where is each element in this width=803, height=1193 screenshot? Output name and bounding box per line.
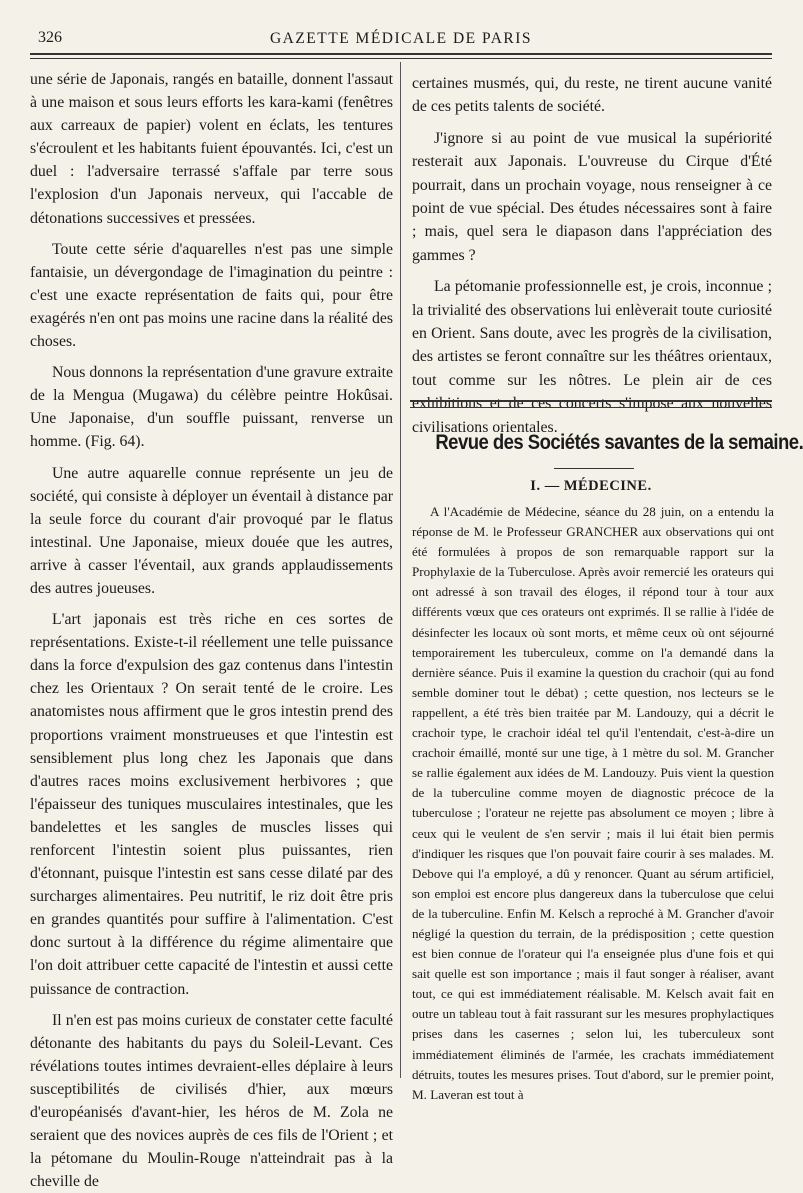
subsection-rule <box>554 468 634 469</box>
subsection-heading: I. — MÉDECINE. <box>530 478 652 494</box>
paragraph: Nous donnons la représentation d'une gravure extraite de la Mengua (Mugawa) du célèbre peintre Hokûsai. Une Japonaise, d'un souffle puissant, renverse un homme. (Fig. 64). <box>30 364 393 451</box>
section-heading: Revue des Sociétés savantes de la semaine. <box>435 430 803 454</box>
column-divider <box>400 62 401 1078</box>
paragraph: La pétomanie professionnelle est, je crois, inconnue ; la trivialité des observations lui enlèverait toute curiosité en Orient. Sans doute, avec les progrès de la civilisation, des artistes se feront connaître sur les théâtres orientaux, tout comme sur les nôtres. Le plein air de ces exhibitions et de ces concerts s'impose aux nouvelles civilisations orientales. <box>412 278 772 436</box>
journal-title: GAZETTE MÉDICALE DE PARIS <box>269 30 533 47</box>
section-rule <box>410 400 772 408</box>
paragraph: certaines musmés, qui, du reste, ne tirent aucune vanité de ces petits talents de société. <box>412 75 772 116</box>
header-rule <box>30 53 772 59</box>
paragraph: Toute cette série d'aquarelles n'est pas une simple fantaisie, un dévergondage de l'imagination du peintre : c'est une exacte représentation de faits qui, pour être exagérés n'en ont pas moins une racine dans la réalité des choses. <box>30 240 393 351</box>
page-number: 326 <box>38 29 62 46</box>
paragraph: Une autre aquarelle connue représente un jeu de société, qui consiste à déployer un éventail à distance par la seule force du courant d'air provoqué par le flatus intestinal. Une Japonaise, mieux douée que les autres, arrive à casser l'éventail, aux grands applaudissements des autres joueuses. <box>30 464 393 597</box>
right-column-top <box>412 72 772 436</box>
paragraph: A l'Académie de Médecine, séance du 28 juin, on a entendu la réponse de M. le Professeur GRANCHER aux observations qui ont été formulées à propos de son remarquable rapport sur la Prophylaxie de la Tuberculose. Après avoir remercié les orateurs qui ont adressé à son travail des éloges, il répond tour à tour aux différents vœux que ces orateurs ont exprimés. Il se rallie à l'idée de désinfecter les locaux où sont morts, et même ceux où ont séjourné temporairement les tuberculeux, comme on l'a demandé dans la dernière séance. Puis il examine la question du crachoir (qui au fond semble dominer tout le débat) ; cette question, nos lecteurs se le rappellent, a été très bien traitée par M. Landouzy, qui a décrit le crachoir type, le crachoir idéal tel qu'il l'entendait, c'est-à-dire un crachoir émaillé, monté sur une tige, à 1 mètre du sol. M. Grancher se rallie également aux idées de M. Landouzy. Puis vient la question de la tuberculine comme moyen de diagnostic précoce de la tuberculose ; l'orateur ne rejette pas absolument ce moyen ; libre à ceux qui le veulent de s'en servir ; mais il lui était bien permis d'indiquer les risques que l'on pouvait faire courir à ses malades. M. Debove qui l'a employé, a dû y renoncer. Quant au sérum artificiel, son emploi est encore plus dangereux dans la tuberculose que celui de la tuberculine. Enfin M. Kelsch a reproché à M. Grancher d'avoir négligé la question du terrain, de la prédisposition ; cette question est bien connue de l'orateur qui l'a enseignée plus d'une fois et qui sait quelle est son importance ; mais il faut songer à réaliser, avant tout, ce qui est immédiatement réalisable. M. Kelsch avait fait en outre un tableau tout à fait rassurant sur les mesures prophylactiques prises dans les casernes ; selon lui, les tuberculeux sont immédiatement éliminés de l'armée, les crachats immédiatement détruits, toutes les mesures prises. Tout d'abord, sur le premier point, M. Laveran est tout à <box>412 504 774 1102</box>
right-column-body <box>412 502 774 1102</box>
page-header <box>30 27 772 51</box>
paragraph: Il n'en est pas moins curieux de constater cette faculté détonante des habitants du pays du Soleil-Levant. Ces révélations toutes intimes devraient-elles déplaire à leurs susceptibilités de civilisés d'hier, aux mœurs d'européanisés d'avant-hier, les héros de M. Zola ne seraient que des novices auprès de ces fils de l'Orient ; et la pétomane du Moulin-Rouge n'atteindrait pas à la cheville de <box>30 1011 393 1191</box>
paragraph: J'ignore si au point de vue musical la supériorité resterait aux Japonais. L'ouvreuse du Cirque d'Été pourrait, dans un prochain voyage, nous renseigner à ce point de vue spécial. Des études nécessaires sont à faire ; mais, quel sera le diapason dans l'appréciation des gammes ? <box>412 129 772 264</box>
left-column <box>30 68 393 1191</box>
paragraph: L'art japonais est très riche en ces sortes de représentations. Existe-t-il réellement une telle puissance dans la force d'expulsion des gaz contenus dans l'intestin chez les Orientaux ? On serait tenté de le croire. Les anatomistes nous affirment que le gros intestin prend des proportions vraiment monstrueuses et que l'intestin est sensiblement plus long chez les Japonais que dans d'autres races moins exclusivement herbivores ; que l'épaisseur des tuniques musculaires intestinales, que les bandelettes et les sangles de muscles lisses qui renforcent l'intestin soient plus puissantes, rien d'étonnant, puisque l'intestin est sans cesse dilaté par des surcharges alimentaires. Peu nutritif, le riz doit être pris en grandes quantités pour suffire à l'alimentation. C'est donc surtout à la différence du régime alimentaire que l'on doit attribuer cette capacité de l'intestin et aussi cette puissance de contraction. <box>30 611 393 998</box>
paragraph: une série de Japonais, rangés en bataille, donnent l'assaut à une maison et sous leurs efforts les kara-kami (fenêtres aux carreaux de papier) volent en éclats, les tentures s'écroulent et les habitants fuient épouvantés. Ici, c'est un duel : l'adversaire terrassé s'affale par terre sous l'explosion d'un Japonais nerveux, qui l'accable de détonations successives et pressées. <box>30 71 393 227</box>
